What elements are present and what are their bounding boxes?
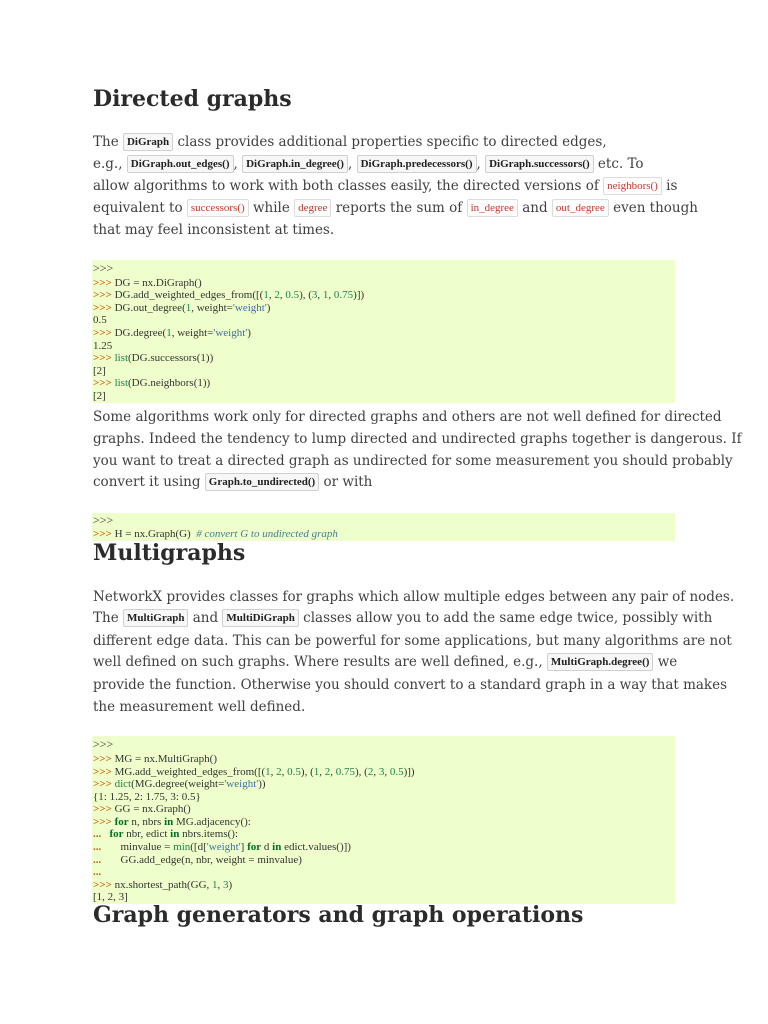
text-line: that may feel inconsistent at times. — [93, 222, 335, 238]
text-line: e.g., DiGraph.out_edges() , DiGraph.in_degree() , DiGraph.predecessors() , DiGraph.successors() etc. To — [93, 156, 644, 172]
code-line: ... minvalue = min([d['weight'] for d in edict.values()]) — [93, 841, 351, 853]
text-line: allow algorithms to work with both classes easily, the directed versions of neighbors() is — [93, 178, 678, 194]
out-edges-link[interactable]: DiGraph.out_edges() — [127, 155, 234, 173]
code-line: ... — [93, 866, 102, 878]
text-line: you want to treat a directed graph as undirected for some measurement you should probably — [93, 453, 733, 469]
text-line: different edge data. This can be powerful for some applications, but many algorithms are not — [93, 633, 732, 649]
code-line: >>> DG.out_degree(1, weight='weight') — [93, 302, 271, 314]
text-line: graphs. Indeed the tendency to lump directed and undirected graphs together is dangerous. If — [93, 431, 742, 447]
text-line: well defined on such graphs. Where results are well defined, e.g., MultiGraph.degree() we — [93, 654, 678, 670]
predecessors-link[interactable]: DiGraph.predecessors() — [357, 155, 477, 173]
digraph-link[interactable]: DiGraph — [123, 133, 173, 151]
text-line: the measurement well defined. — [93, 699, 306, 715]
code-line: >>> DG.add_weighted_edges_from([(1, 2, 0.5), (3, 1, 0.75)]) — [93, 289, 365, 301]
directed-warning-paragraph — [93, 409, 742, 491]
in-degree-link[interactable]: DiGraph.in_degree() — [242, 155, 348, 173]
text-line: The DiGraph class provides additional properties specific to directed edges, — [93, 134, 607, 150]
degree-code: degree — [294, 199, 331, 217]
code-line: >>> for n, nbrs in MG.adjacency(): — [93, 816, 251, 828]
code-line: >>> list(DG.successors(1)) — [93, 352, 214, 364]
to-undirected-link[interactable]: Graph.to_undirected() — [205, 473, 319, 491]
text-line: convert it using Graph.to_undirected() or with — [93, 474, 373, 490]
code-output: 1.25 — [93, 340, 113, 352]
section-title-multigraphs: Multigraphs — [93, 540, 246, 566]
code-prompt-toggle[interactable]: >>> — [93, 261, 114, 275]
section-title-directed-graphs: Directed graphs — [93, 86, 292, 112]
code-block-multigraph[interactable] — [92, 736, 675, 904]
text-line: equivalent to successors() while degree reports the sum of in_degree and out_degree even though — [93, 200, 698, 216]
code-line: >>> nx.shortest_path(GG, 1, 3) — [93, 879, 233, 891]
successors-link[interactable]: DiGraph.successors() — [485, 155, 594, 173]
code-line: >>> MG = nx.MultiGraph() — [93, 753, 218, 765]
code-line: >>> H = nx.Graph(G) # convert G to undirected graph — [93, 528, 338, 540]
text-line: provide the function. Otherwise you should convert to a standard graph in a way that makes — [93, 677, 728, 693]
code-line: >>> DG.degree(1, weight='weight') — [93, 327, 251, 339]
code-output: [2] — [93, 390, 106, 402]
multidigraph-link[interactable]: MultiDiGraph — [222, 609, 298, 627]
code-block-digraph[interactable] — [92, 260, 675, 403]
code-prompt-toggle[interactable]: >>> — [93, 737, 114, 751]
code-line: ... GG.add_edge(n, nbr, weight = minvalue) — [93, 854, 302, 866]
code-output: {1: 1.25, 2: 1.75, 3: 0.5} — [93, 791, 201, 803]
text-line: NetworkX provides classes for graphs which allow multiple edges between any pair of nodes. — [93, 589, 735, 605]
successors-code: successors() — [187, 199, 249, 217]
multigraph-link[interactable]: MultiGraph — [123, 609, 188, 627]
code-block-to-undirected[interactable] — [92, 513, 675, 541]
multigraphs-paragraph — [93, 589, 735, 719]
code-line: >>> dict(MG.degree(weight='weight')) — [93, 778, 266, 790]
code-prompt-toggle[interactable]: >>> — [93, 513, 114, 527]
out-degree-code: out_degree — [552, 199, 609, 217]
neighbors-code: neighbors() — [603, 177, 662, 195]
code-line: >>> list(DG.neighbors(1)) — [93, 377, 211, 389]
text-line: The MultiGraph and MultiDiGraph classes allow you to add the same edge twice, possibly with — [93, 610, 713, 626]
code-output: [1, 2, 3] — [93, 891, 128, 903]
code-line: ... for nbr, edict in nbrs.items(): — [93, 828, 239, 840]
multigraph-degree-link[interactable]: MultiGraph.degree() — [547, 653, 653, 671]
code-line: >>> DG = nx.DiGraph() — [93, 277, 202, 289]
text-line: Some algorithms work only for directed graphs and others are not well defined for directed — [93, 409, 722, 425]
code-line: >>> GG = nx.Graph() — [93, 803, 191, 815]
code-line: >>> MG.add_weighted_edges_from([(1, 2, 0.5), (1, 2, 0.75), (2, 3, 0.5)]) — [93, 766, 415, 778]
section-title-graph-generators: Graph generators and graph operations — [93, 902, 584, 928]
in-degree-code: in_degree — [467, 199, 518, 217]
directed-graphs-paragraph — [93, 133, 698, 243]
code-output: [2] — [93, 365, 106, 377]
code-output: 0.5 — [93, 314, 107, 326]
